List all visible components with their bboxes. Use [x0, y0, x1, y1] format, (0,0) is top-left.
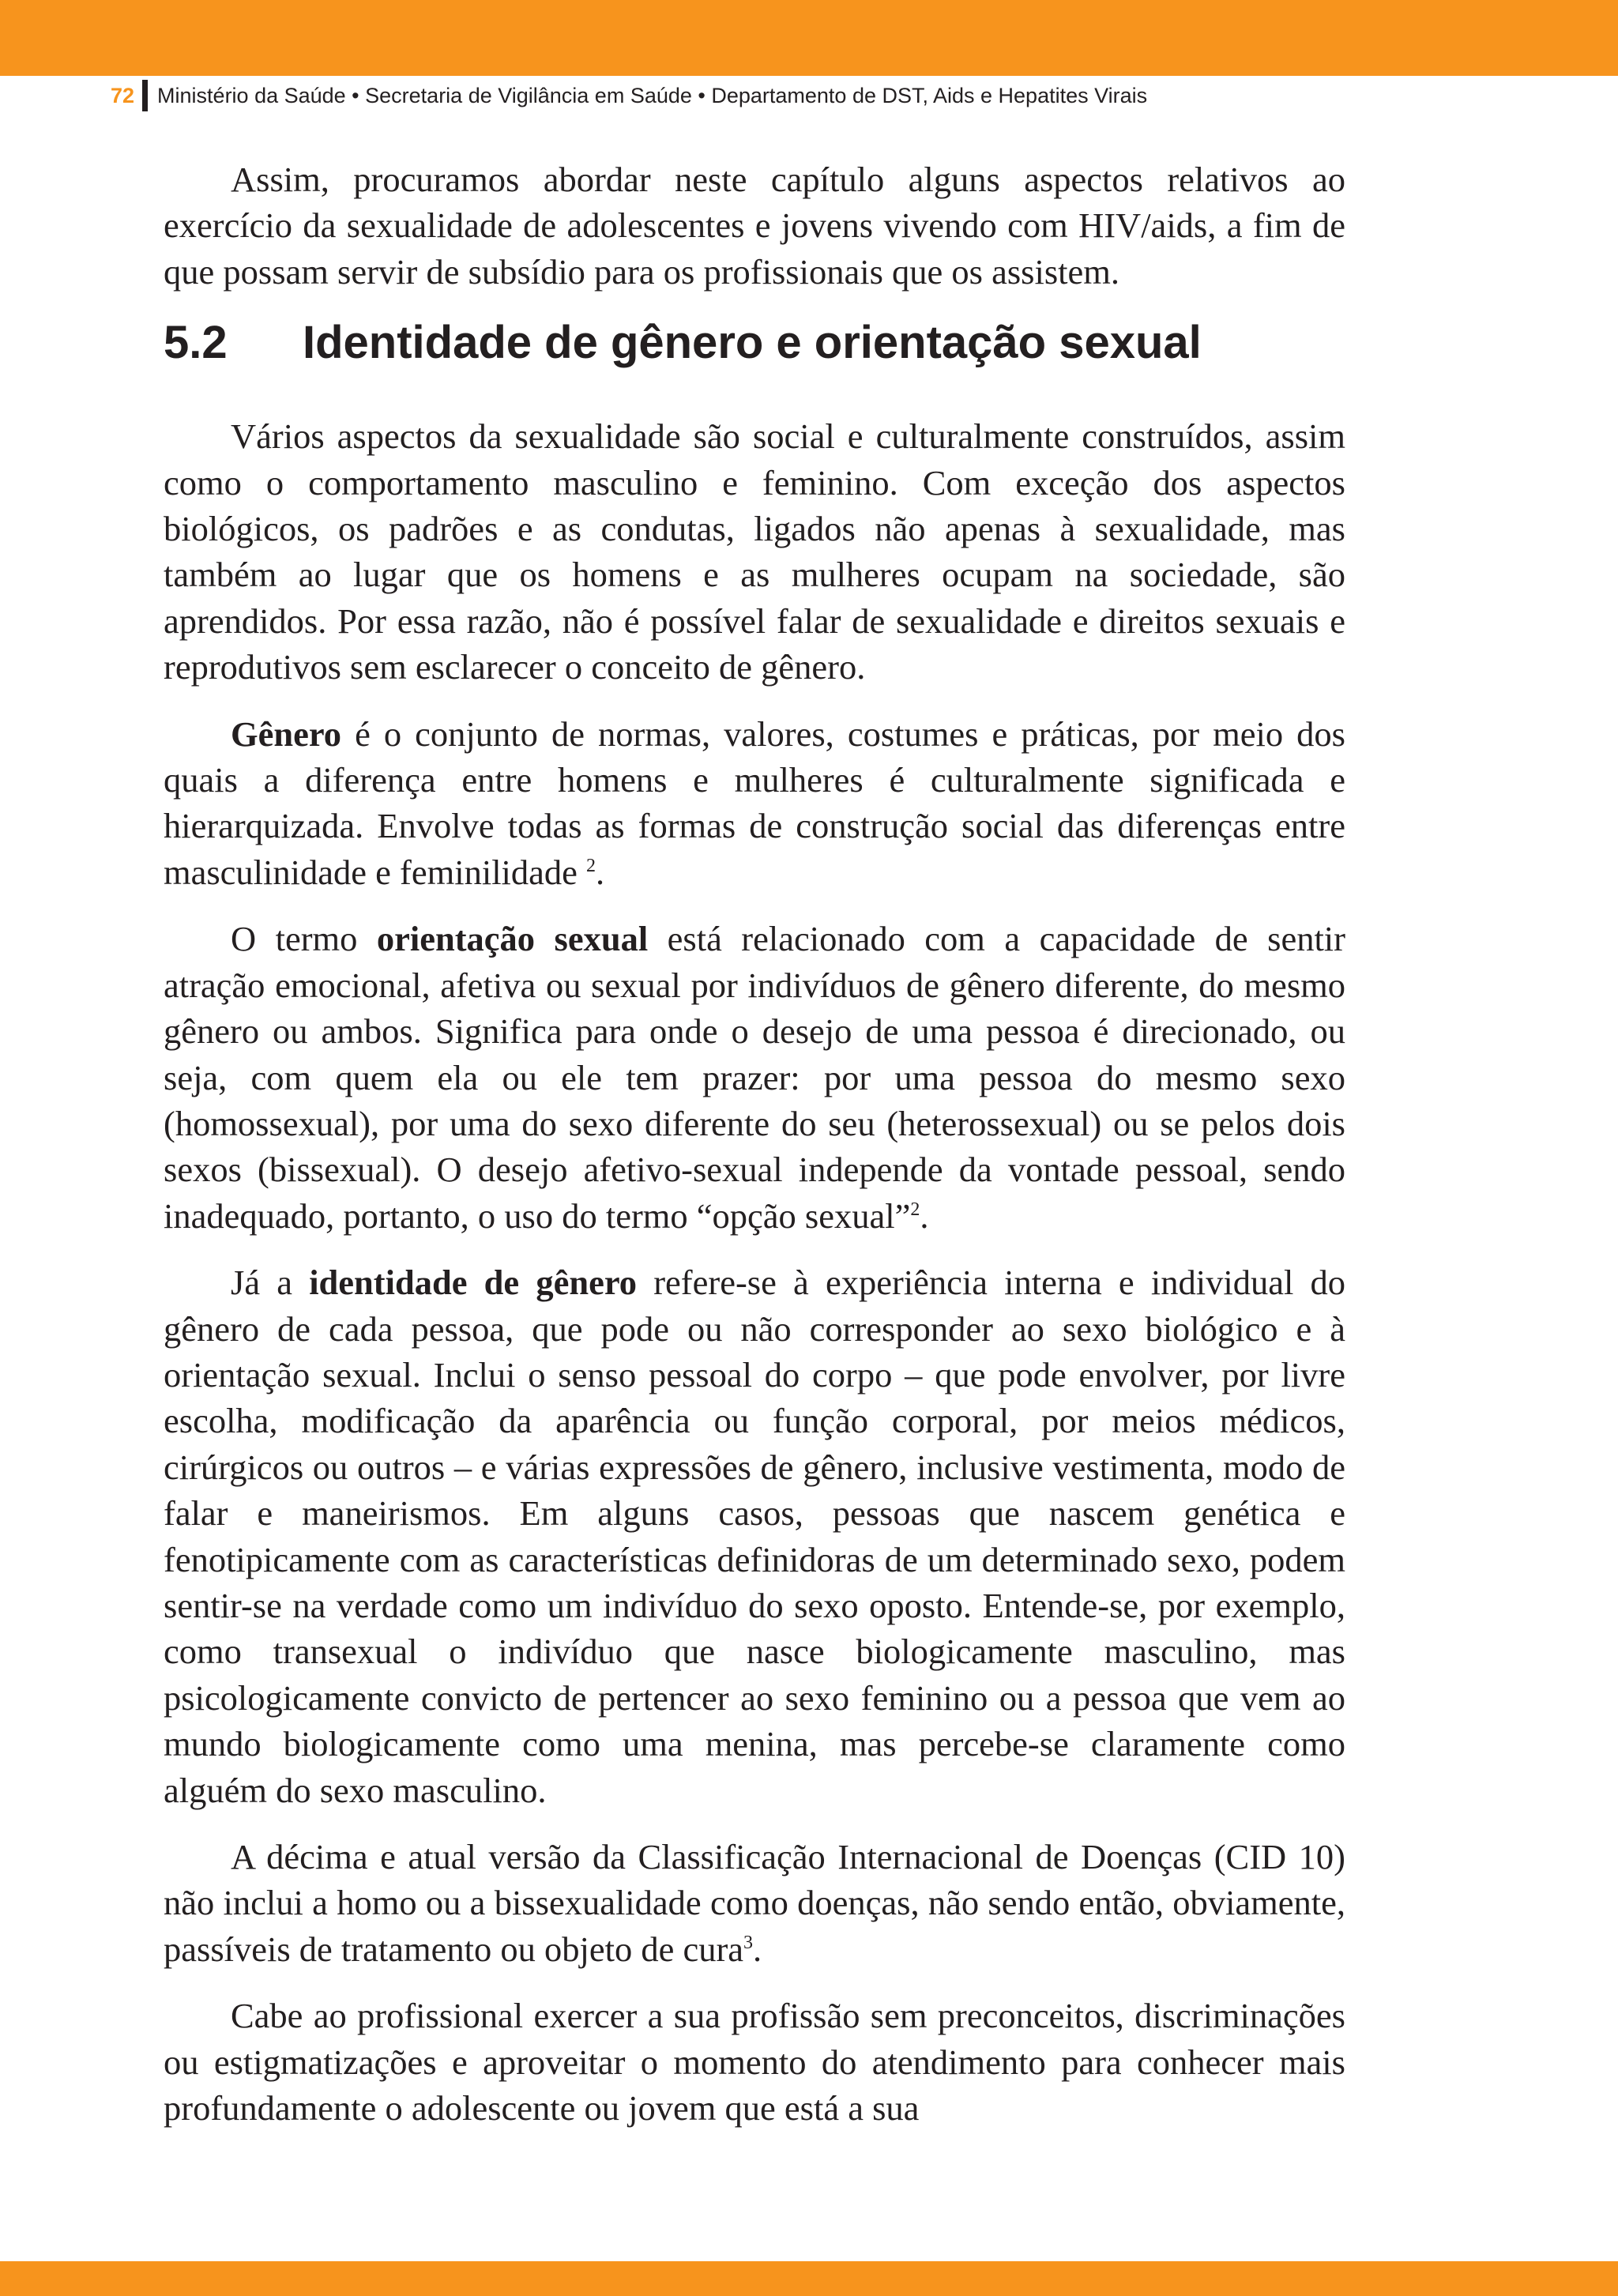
paragraph-text: refere-se à experiência interna e individual do gênero de cada pessoa, que pode ou não corresponder ao sexo biológico e à orientação sexual. Inclui o senso pessoal do corpo – que pode envolver, por livre escolha, modificação da aparência ou função corporal, por meios médicos, cirúrgicos ou outros – e várias expressões de gênero, inclusive vestimenta, modo de falar e maneirismos. Em alguns casos, pessoas que nascem genética e fenotipicamente com as características definidoras de um determinado sexo, podem sentir-se na verdade como um indivíduo do sexo oposto. Entende-se, por exemplo, como transexual o indivíduo que nasce biologicamente masculino, mas psicologicamente convicto de pertencer ao sexo feminino ou a pessoa que vem ao mundo biologicamente como uma menina, mas percebe-se claramente como alguém do sexo masculino.: [164, 1263, 1345, 1810]
paragraph-gender-identity: [164, 1259, 1345, 1813]
paragraph-cid10: [164, 1834, 1345, 1972]
term-sexual-orientation: orientação sexual: [376, 919, 649, 959]
paragraph-lead: Já a: [231, 1263, 310, 1303]
bottom-accent-bar: [0, 2261, 1618, 2296]
term-gender: Gênero: [231, 713, 342, 754]
paragraph-social-construction: Vários aspectos da sexualidade são social e culturalmente construídos, assim como o comportamento masculino e feminino. Com exceção dos aspectos biológicos, os padrões e as condutas, ligados não apenas à sexualidade, mas também ao lugar que os homens e as mulheres ocupam na sociedade, são aprendidos. Por essa razão, não é possível falar de sexualidade e direitos sexuais e reprodutivos sem esclarecer o conceito de gênero.: [164, 416, 1345, 687]
top-accent-bar: [0, 0, 1618, 76]
section-number: 5.2: [164, 317, 228, 369]
section-heading: [164, 315, 1345, 371]
paragraph-text: é o conjunto de normas, valores, costumes e práticas, por meio dos quais a diferença entre homens e mulheres é culturalmente significada e hierarquizada. Envolve todas as formas de construção social das diferenças entre masculinidade e feminilidade: [164, 713, 1345, 892]
header-divider: [142, 80, 148, 111]
footnote-ref: 2: [910, 1199, 920, 1220]
footnote-ref: 2: [586, 856, 596, 877]
paragraph-end: .: [753, 1929, 762, 1969]
running-header: [111, 77, 1147, 114]
paragraph-text: está relacionado com a capacidade de sentir atração emocional, afetiva ou sexual por indivíduos de gênero diferente, do mesmo gênero ou ambos. Significa para onde o desejo de uma pessoa é direcionado, ou seja, com quem ela ou ele tem prazer: por uma pessoa do mesmo sexo (homossexual), por uma do sexo diferente do seu (heterossexual) ou se pelos dois sexos (bissexual). O desejo afetivo-sexual independe da vontade pessoal, sendo inadequado, portanto, o uso do termo “opção sexual”: [164, 919, 1345, 1236]
paragraph-end: .: [596, 852, 605, 892]
section-title: Identidade de gênero e orientação sexual: [303, 317, 1202, 369]
footnote-ref: 3: [743, 1932, 754, 1953]
paragraph-end: .: [920, 1195, 929, 1236]
term-gender-identity: identidade de gênero: [309, 1263, 638, 1303]
paragraph-lead: O termo: [231, 919, 377, 959]
paragraph-text: A décima e atual versão da Classificação Internacional de Doenças (CID 10) não inclui a homo ou a bissexualidade como doenças, não sendo então, obviamente, passíveis de tratamento ou objeto de cura: [164, 1837, 1345, 1969]
intro-paragraph: Assim, procuramos abordar neste capítulo alguns aspectos relativos ao exercício da sexualidade de adolescentes e jovens vivendo com HIV/aids, a fim de que possam servir de subsídio para os profissionais que os assistem.: [164, 160, 1345, 292]
page-number: 72: [111, 83, 135, 107]
paragraph-professional-conduct: Cabe ao profissional exercer a sua profissão sem preconceitos, discriminações ou estigmatizações e aproveitar o momento do atendimento para conhecer mais profundamente o adolescente ou jovem que está a sua: [164, 1996, 1345, 2129]
page-body: [164, 156, 1345, 2151]
paragraph-sexual-orientation: [164, 916, 1345, 1239]
running-title: Ministério da Saúde • Secretaria de Vigilância em Saúde • Departamento de DST, Aids e Hepatites Virais: [157, 83, 1148, 107]
paragraph-gender-definition: [164, 711, 1345, 896]
